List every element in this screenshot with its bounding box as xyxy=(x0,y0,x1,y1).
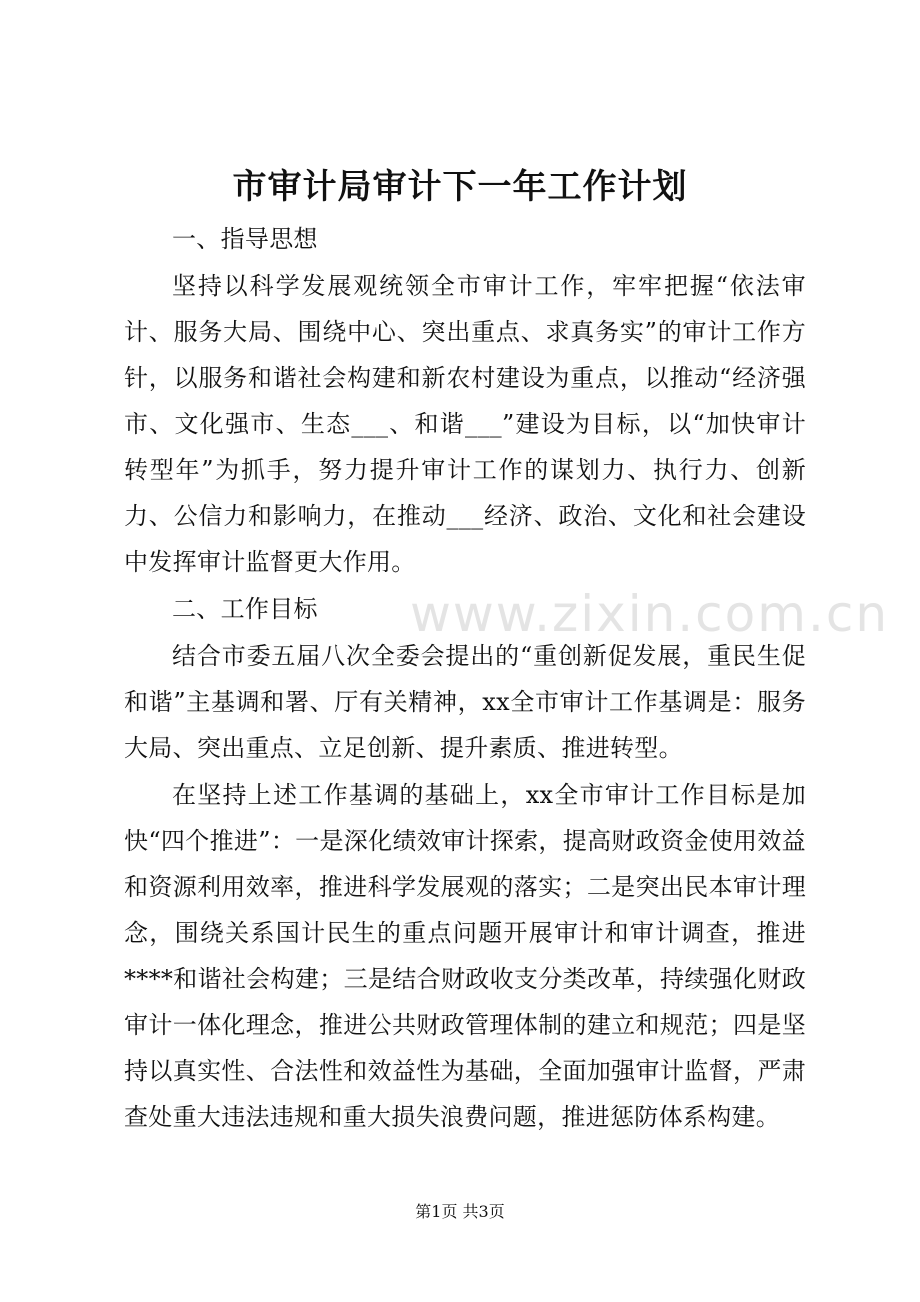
section-heading-guiding-ideology: 一、指导思想 xyxy=(172,225,318,253)
section-heading-work-goals: 二、工作目标 xyxy=(172,595,318,623)
paragraph-guiding-ideology: 坚持以科学发展观统领全市审计工作，牢牢把握“依法审计、服务大局、围绕中心、突出重点、求真务实”的审计工作方针，以服务和谐社会构建和新农村建设为重点，以推动“经济强市、文化强市、生态___、和谐___”建设为目标，以“加快审计转型年”为抓手，努力提升审计工作的谋划力、执行力、创新力、公信力和影响力，在推动___经济、政治、文化和社会建设中发挥审计监督更大作用。 xyxy=(124,272,806,576)
document-body xyxy=(124,216,806,1140)
page-footer: 第1页 共3页 xyxy=(415,1202,505,1221)
paragraph-work-tone: 结合市委五届八次全委会提出的“重创新促发展，重民生促和谐”主基调和署、厅有关精神，xx全市审计工作基调是：服务大局、突出重点、立足创新、提升素质、推进转型。 xyxy=(124,642,806,762)
paragraph-work-goals: 在坚持上述工作基调的基础上，xx全市审计工作目标是加快“四个推进”：一是深化绩效审计探索，提高财政资金使用效益和资源利用效率，推进科学发展观的落实；二是突出民本审计理念，围绕关系国计民生的重点问题开展审计和审计调查，推进****和谐社会构建；三是结合财政收支分类改革，持续强化财政审计一体化理念，推进公共财政管理体制的建立和规范；四是坚持以真实性、合法性和效益性为基础，全面加强审计监督，严肃查处重大违法违规和重大损失浪费问题，推进惩防体系构建。 xyxy=(124,781,806,1131)
document-title: 市审计局审计下一年工作计划 xyxy=(232,167,688,207)
watermark: www.zixin.com.cn xyxy=(410,585,890,643)
